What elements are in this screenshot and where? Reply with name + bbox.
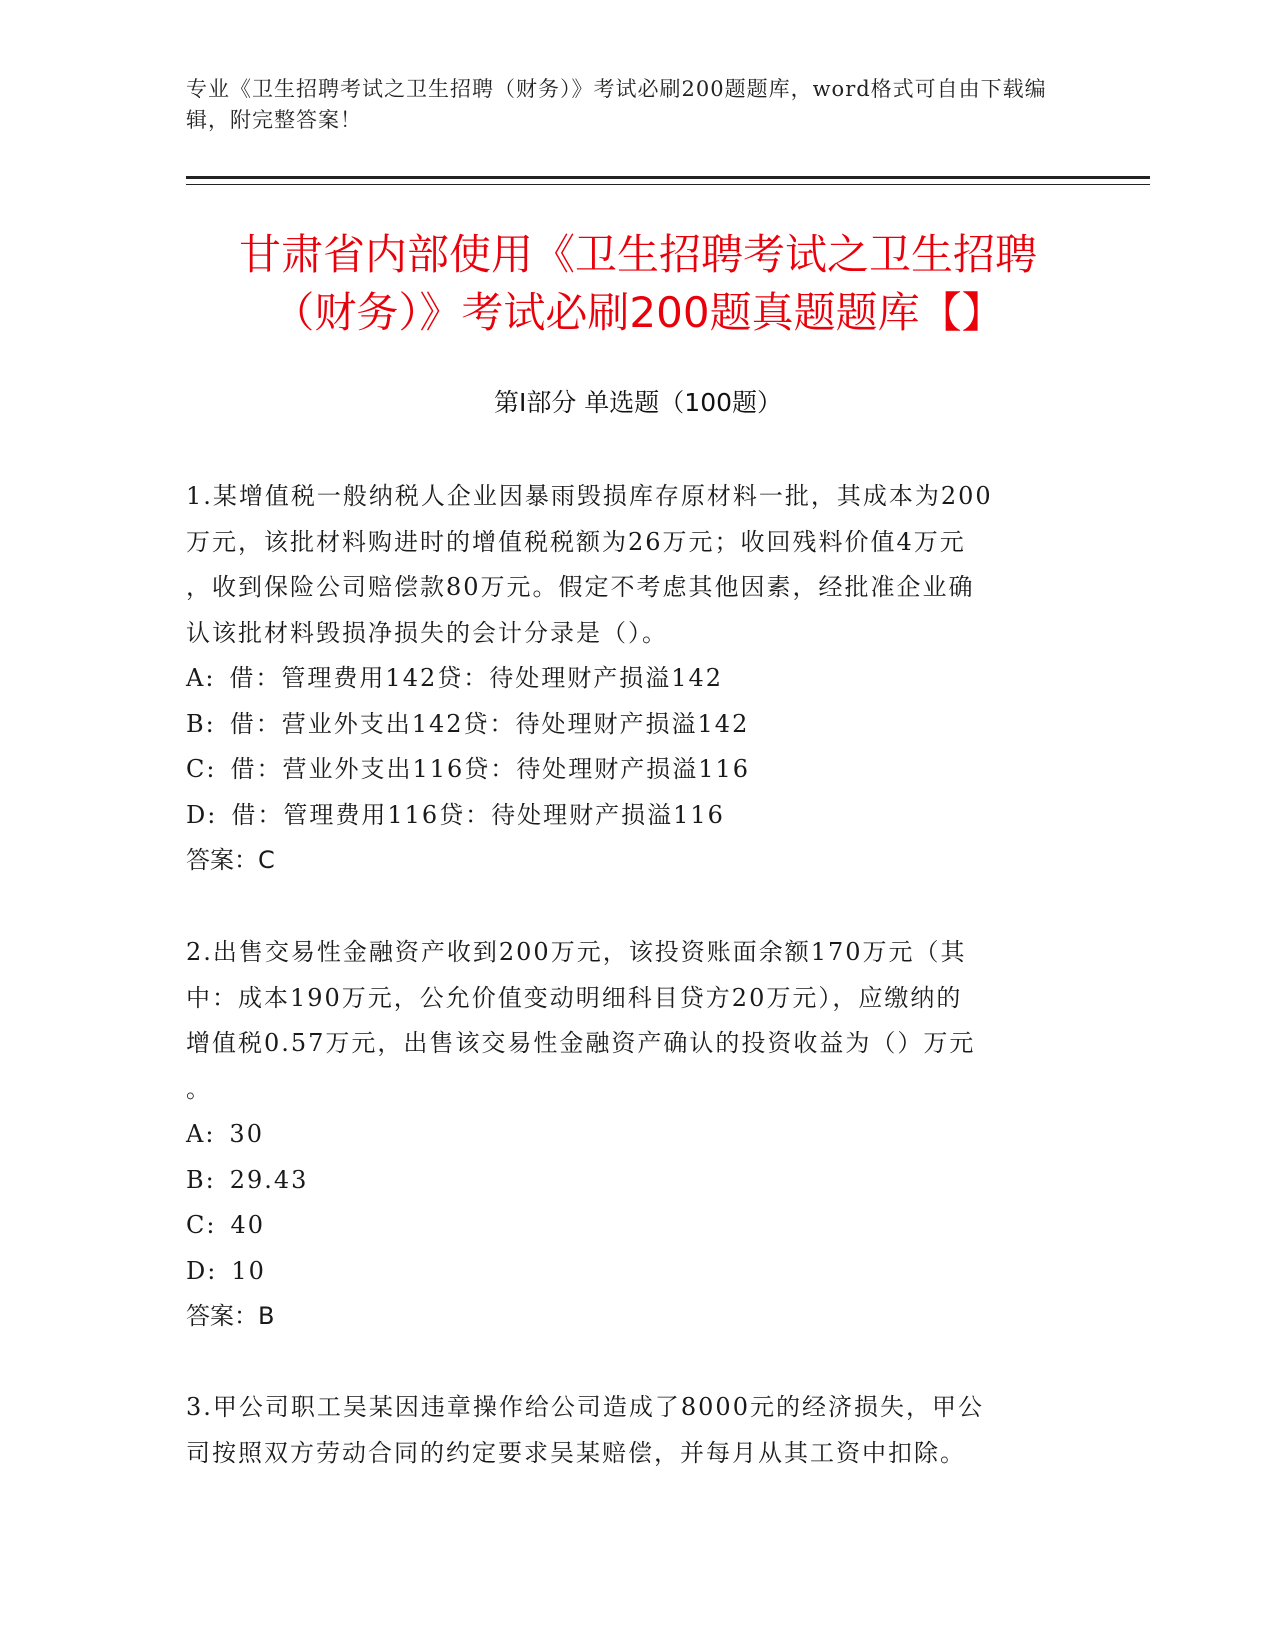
question-1 (186, 474, 1086, 884)
question-1-stem-line: ，收到保险公司赔偿款80万元。假定不考虑其他因素，经批准企业确 (186, 573, 975, 601)
option-letter: D: (186, 1256, 218, 1285)
option-text: 借：营业外支出142贷：待处理财产损溢142 (229, 709, 750, 738)
question-2-option-a (186, 1112, 1086, 1158)
answer-value: C (258, 846, 275, 874)
question-1-option-a (186, 656, 1086, 702)
question-2-option-c (186, 1203, 1086, 1249)
question-1-stem-line: 万元，该批材料购进时的增值税税额为26万元；收回残料价值4万元 (186, 527, 966, 556)
option-text: 40 (230, 1211, 265, 1239)
header-rule-thin (186, 184, 1150, 185)
option-text: 10 (231, 1256, 266, 1285)
document-title (186, 226, 1090, 342)
question-1-answer (186, 838, 1086, 884)
answer-value: B (258, 1302, 275, 1330)
question-3 (186, 1385, 1086, 1476)
question-2-option-d (186, 1249, 1086, 1295)
question-1-stem-line: 认该批材料毁损净损失的会计分录是（）。 (186, 618, 668, 647)
option-letter: C: (186, 1211, 217, 1239)
option-text: 借：管理费用142贷：待处理财产损溢142 (229, 664, 724, 692)
question-2-stem-line: 2.出售交易性金融资产收到200万元，该投资账面余额170万元（其 (186, 938, 967, 966)
question-3-stem-line: 司按照双方劳动合同的约定要求吴某赔偿，并每月从其工资中扣除。 (186, 1438, 966, 1467)
question-2-stem-line: 增值税0.57万元，出售该交易性金融资产确认的投资收益为（）万元 (186, 1029, 976, 1057)
question-1-option-d (186, 793, 1086, 839)
question-2-option-b (186, 1158, 1086, 1204)
option-text: 30 (229, 1120, 264, 1148)
question-1-stem-line: 1.某增值税一般纳税人企业因暴雨毁损库存原材料一批，其成本为200 (186, 482, 993, 510)
option-letter: A: (186, 664, 216, 692)
question-1-option-b (186, 702, 1086, 748)
option-text: 借：营业外支出116贷：待处理财产损溢116 (230, 755, 751, 783)
question-3-stem-line: 3.甲公司职工吴某因违章操作给公司造成了8000元的经济损失，甲公 (186, 1393, 984, 1421)
option-letter: C: (186, 755, 217, 783)
question-1-option-c (186, 747, 1086, 793)
option-letter: B: (186, 709, 216, 738)
header-rule-thick (186, 176, 1150, 179)
answer-label: 答案： (186, 1302, 258, 1330)
option-letter: A: (186, 1120, 216, 1148)
section-title: 第I部分 单选题（100题） (493, 388, 783, 417)
option-text: 29.43 (229, 1165, 309, 1194)
option-letter: D: (186, 800, 218, 829)
question-2 (186, 930, 1086, 1340)
document-title-line-2: （财务）》考试必刷200题真题题库【】 (272, 288, 1004, 337)
document-title-line-1: 甘肃省内部使用《卫生招聘考试之卫生招聘 (238, 230, 1037, 279)
header-note: 专业《卫生招聘考试之卫生招聘（财务）》考试必刷200题题库，word格式可自由下载编辑，附完整答案！ (186, 77, 1047, 132)
question-2-stem-line: 。 (186, 1074, 212, 1103)
option-text: 借：管理费用116贷：待处理财产损溢116 (231, 800, 725, 829)
option-letter: B: (186, 1165, 216, 1194)
answer-label: 答案： (186, 846, 258, 874)
question-2-stem-line: 中：成本190万元，公允价值变动明细科目贷方20万元），应缴纳的 (186, 983, 963, 1012)
question-2-answer (186, 1294, 1086, 1340)
